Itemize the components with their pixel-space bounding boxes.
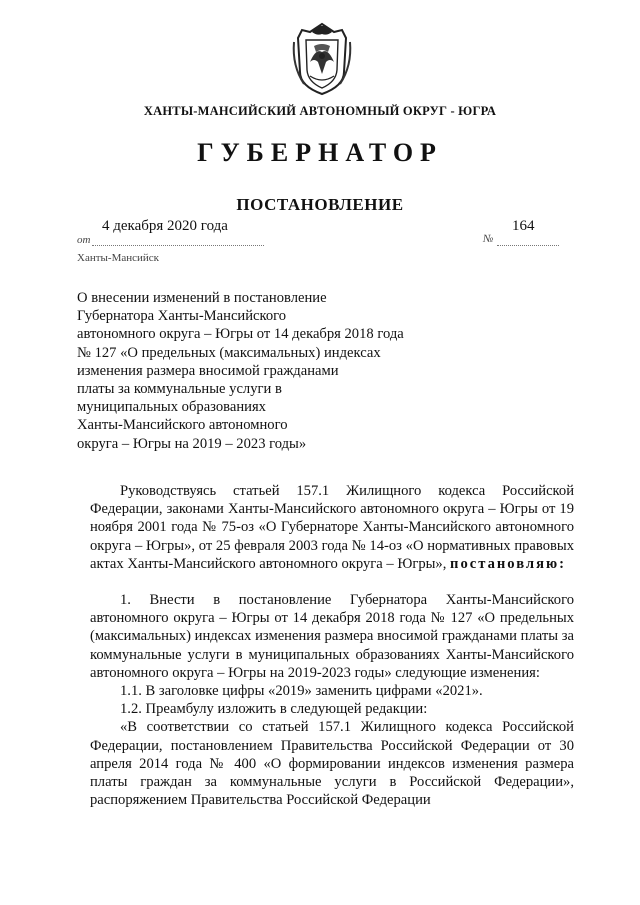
preamble-paragraph (90, 482, 574, 573)
item-1-paragraph: 1. Внести в постановление Губернатора Ханты-Мансийского автономного округа – Югры от 14 декабря 2018 года № 127 «О предельных (максимальных) индексах изменения размера вносимой гражданами платы за коммунальные услуги в муниципальных образованиях Ханты-Мансийского автономного округа – Югры на 2019-2023 годы» следующие изменения: (90, 592, 574, 681)
subject-line: платы за коммунальные услуги в (77, 381, 282, 398)
decree-word: постановляю: (450, 555, 566, 572)
subject-line: Ханты-Мансийского автономного (77, 417, 288, 434)
item-1-2-paragraph: 1.2. Преамбулу изложить в следующей редакции: (120, 701, 428, 718)
date-underline (92, 245, 264, 246)
subject-line: О внесении изменений в постановление (77, 290, 327, 306)
city-name: Ханты-Мансийск (77, 252, 160, 264)
subject-line: Губернатора Ханты-Мансийского (77, 308, 287, 325)
subject-line: № 127 «О предельных (максимальных) индексах (77, 344, 381, 361)
date-label: от (77, 234, 91, 246)
subject-line: изменения размера вносимой гражданами (77, 362, 339, 379)
document-type: ПОСТАНОВЛЕНИЕ (236, 195, 404, 214)
subject-line: автономного округа – Югры от 14 декабря 2018 года (77, 326, 404, 343)
authority-title: ГУБЕРНАТОР (197, 138, 443, 167)
preamble-text: Руководствуясь статьей 157.1 Жилищного кодекса Российской Федерации, законами Ханты-Мансийского автономного округа – Югры от 19 ноября 2001 года № 75-оз «О Губернаторе Ханты-Мансийского автономного округа – Югры», от 25 февраля 2003 года № 14-оз «О нормативных правовых актах Ханты-Мансийского автономного округа – Югры», (90, 483, 574, 572)
region-title: ХАНТЫ-МАНСИЙСКИЙ АВТОНОМНЫЙ ОКРУГ - ЮГРА (143, 104, 497, 118)
document-number: 164 (512, 218, 535, 234)
subject-line: округа – Югры на 2019 – 2023 годы» (77, 435, 307, 452)
number-label: № (483, 233, 494, 245)
quoted-preamble-paragraph: «В соответствии со статьей 157.1 Жилищного кодекса Российской Федерации, постановлением Правительства Российской Федерации от 30 апреля 2014 года № 400 «О формировании индексов изменения размера платы граждан за коммунальные услуги в Российской Федерации», распоряжением Правительства Российской Федерации (90, 719, 574, 809)
item-1-1-paragraph: 1.1. В заголовке цифры «2019» заменить цифрами «2021». (120, 683, 483, 700)
number-underline (497, 245, 559, 246)
document-body (90, 482, 574, 809)
coat-of-arms-icon (290, 22, 354, 96)
document-subject (77, 289, 407, 453)
subject-line: муниципальных образованиях (77, 399, 266, 416)
document-date: 4 декабря 2020 года (102, 218, 228, 234)
